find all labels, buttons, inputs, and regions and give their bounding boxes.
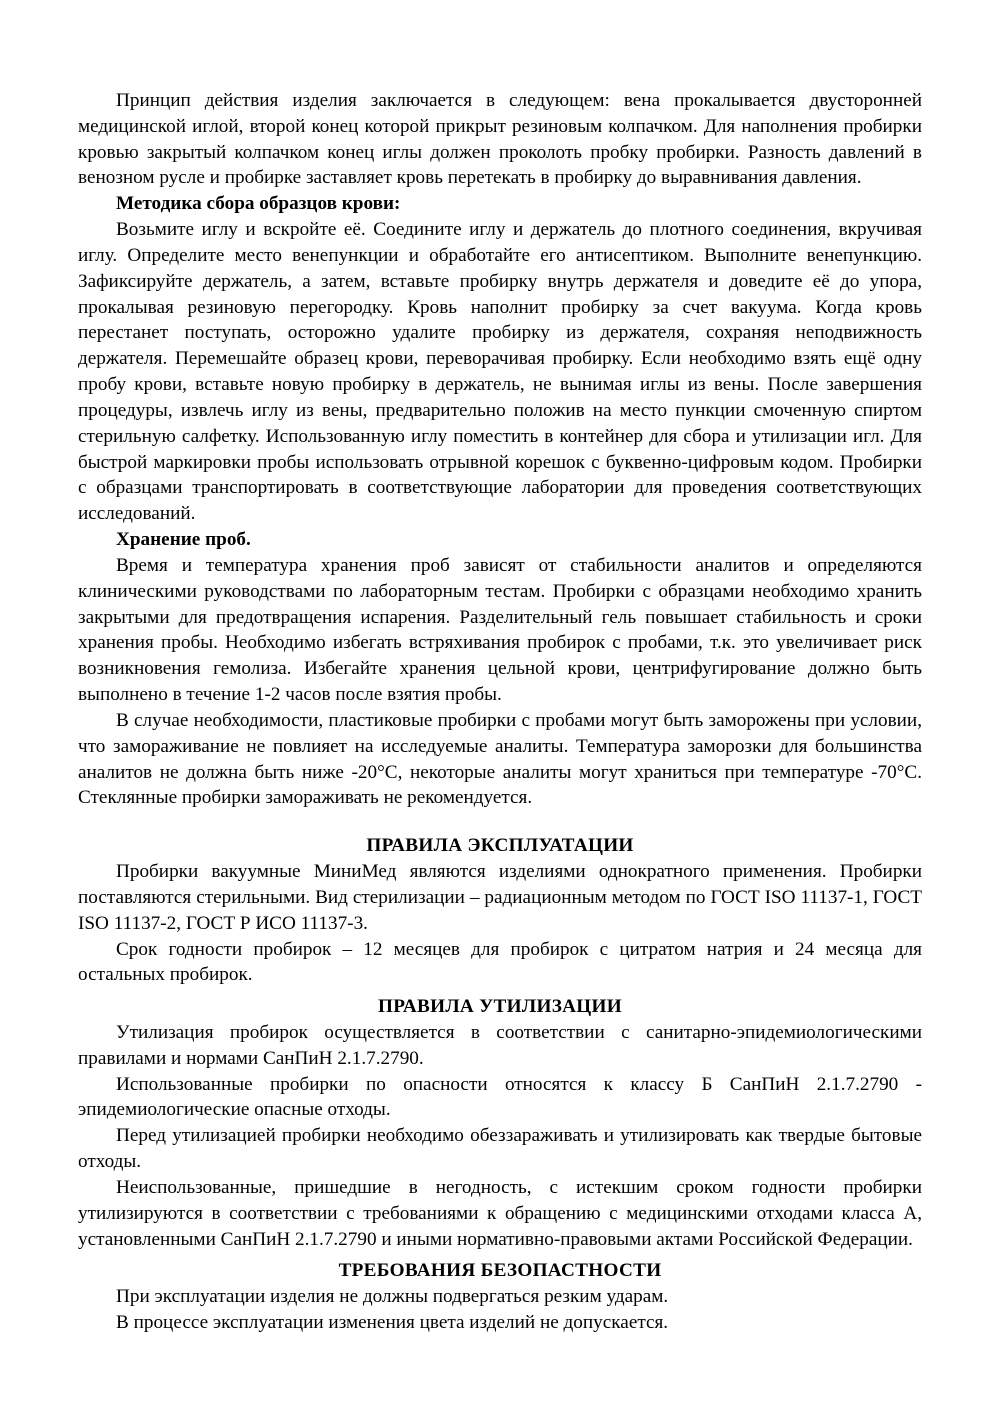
heading-blood-sampling-method: Методика сбора образцов крови: — [116, 193, 401, 215]
paragraph-blood-sampling-method: Возьмите иглу и вскройте её. Соедините иглу и держатель до плотного соединения, вкручивая иглу. Определите место венепункции и обработайте его антисептиком. Выполните венепункцию. Зафиксируйте держатель, а затем, вставьте пробирку внутрь держателя и доведите её до упора, прокалывая резиновую перегородку. Кровь наполнит пробирку за счет вакуума. Когда кровь перестанет поступать, осторожно удалите пробирку из держателя, сохраняя неподвижность держателя. Перемешайте образец крови, переворачивая пробирку. Если необходимо взять ещё одну пробу крови, вставьте новую пробирку в держатель, не вынимая иглы из вены. После завершения процедуры, извлечь иглу из вены, предварительно положив на место пункции смоченную спиртом стерильную салфетку. Использованную иглу поместить в контейнер для сбора и утилизации игл. Для быстрой маркировки пробы использовать отрывной корешок с буквенно-цифровым кодом. Пробирки с образцами транспортировать в соответствующие лаборатории для проведения соответствующих исследований. — [78, 219, 922, 525]
paragraph-disposal-1: Утилизация пробирок осуществляется в соответствии с санитарно-эпидемиологическими правилами и нормами СанПиН 2.1.7.2790. — [78, 1021, 922, 1069]
heading-sample-storage: Хранение проб. — [116, 529, 251, 551]
document-body — [78, 88, 922, 1336]
spacer-before-operation-rules — [78, 811, 922, 833]
paragraph-operation-2: Срок годности пробирок – 12 месяцев для пробирок с цитратом натрия и 24 месяца для остальных пробирок. — [78, 938, 922, 986]
paragraph-disposal-2: Использованные пробирки по опасности относятся к классу Б СанПиН 2.1.7.2790 - эпидемиологические опасные отходы. — [78, 1073, 922, 1121]
section-heading-operation-rules: ПРАВИЛА ЭКСПЛУАТАЦИИ — [366, 835, 634, 857]
paragraph-safety-1: При эксплуатации изделия не должны подвергаться резким ударам. — [116, 1286, 669, 1308]
paragraph-safety-2: В процессе эксплуатации изменения цвета изделий не допускается. — [116, 1312, 669, 1334]
section-heading-disposal-rules: ПРАВИЛА УТИЛИЗАЦИИ — [378, 996, 622, 1018]
paragraph-disposal-3: Перед утилизацией пробирки необходимо обеззараживать и утилизировать как твердые бытовые отходы. — [78, 1125, 922, 1173]
section-heading-safety-requirements: ТРЕБОВАНИЯ БЕЗОПАСТНОСТИ — [338, 1260, 662, 1282]
paragraph-sample-storage-2: В случае необходимости, пластиковые пробирки с пробами могут быть заморожены при условии, что замораживание не повлияет на исследуемые аналиты. Температура заморозки для большинства аналитов не должна быть ниже -20°С, некоторые аналиты могут храниться при температуре -70°С. Стеклянные пробирки замораживать не рекомендуется. — [78, 709, 922, 809]
paragraph-disposal-4: Неиспользованные, пришедшие в негодность, с истекшим сроком годности пробирки утилизируются в соответствии с требованиями к обращению с медицинскими отходами класса А, установленными СанПиН 2.1.7.2790 и иными нормативно-правовыми актами Российской Федерации. — [78, 1176, 922, 1250]
paragraph-operation-1: Пробирки вакуумные МиниМед являются изделиями однократного применения. Пробирки поставляются стерильными. Вид стерилизации – радиационным методом по ГОСТ ISO 11137-1, ГОСТ ISO 11137-2, ГОСТ Р ИСО 11137-3. — [78, 861, 922, 934]
paragraph-principle: Принцип действия изделия заключается в следующем: вена прокалывается двусторонней медицинской иглой, второй конец которой прикрыт резиновым колпачком. Для наполнения пробирки кровью закрытый колпачком конец иглы должен проколоть пробку пробирки. Разность давлений в венозном русле и пробирке заставляет кровь перетекать в пробирку до выравнивания давления. — [78, 90, 922, 189]
paragraph-sample-storage-1: Время и температура хранения проб зависят от стабильности аналитов и определяются клиническими руководствами по лабораторным тестам. Пробирки с образцами необходимо хранить закрытыми для предотвращения испарения. Разделительный гель повышает стабильность и сроки хранения пробы. Необходимо избегать встряхивания пробирок с пробами, т.к. это увеличивает риск возникновения гемолиза. Избегайте хранения цельной крови, центрифугирование должно быть выполнено в течение 1-2 часов после взятия пробы. — [78, 554, 922, 706]
